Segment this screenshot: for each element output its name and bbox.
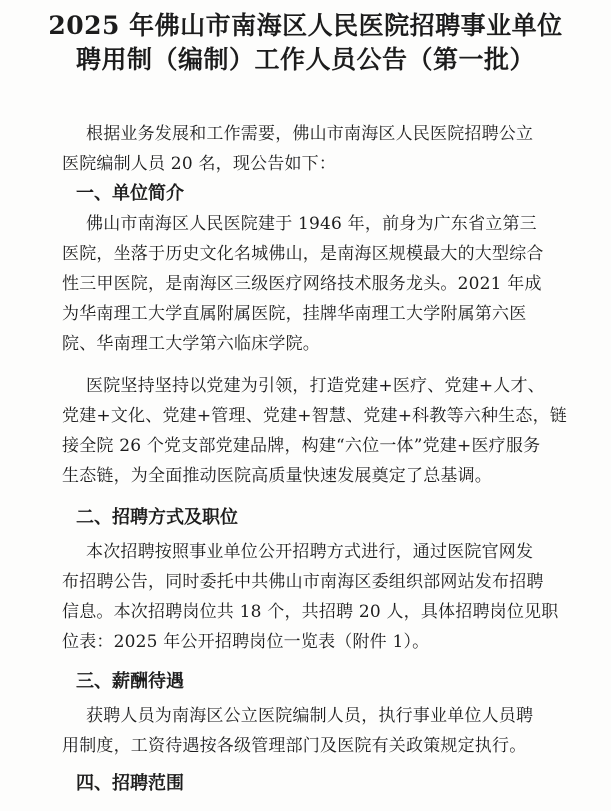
paragraph-line: 信息。本次招聘岗位共 18 个，共招聘 20 人，具体招聘岗位见职 bbox=[62, 602, 559, 622]
paragraph-line: 医院坚持坚持以党建为引领，打造党建+医疗、党建+人才、 bbox=[86, 376, 545, 396]
section-heading-salary: 三、薪酬待遇 bbox=[76, 671, 184, 692]
paragraph-line: 佛山市南海区人民医院建于 1946 年，前身为广东省立第三 bbox=[86, 214, 537, 234]
intro-line: 医院编制人员 20 名，现公告如下： bbox=[62, 154, 337, 174]
paragraph-line: 接全院 26 个党支部党建品牌，构建“六位一体”党建+医疗服务 bbox=[62, 436, 541, 456]
paragraph-line: 院、华南理工大学第六临床学院。 bbox=[62, 334, 320, 354]
paragraph-line: 布招聘公告，同时委托中共佛山市南海区委组织部网站发布招聘 bbox=[62, 572, 544, 592]
document-title-line-2: 聘用制（编制）工作人员公告（第一批） bbox=[75, 45, 535, 74]
document-title-line-1: 2025 年佛山市南海区人民医院招聘事业单位 bbox=[48, 11, 563, 40]
paragraph-line: 党建+文化、党建+管理、党建+智慧、党建+科教等六种生态，链 bbox=[62, 406, 567, 426]
paragraph-line: 位表：2025 年公开招聘岗位一览表（附件 1）。 bbox=[62, 632, 430, 652]
paragraph-line: 医院，坐落于历史文化名城佛山，是南海区规模最大的大型综合 bbox=[62, 244, 544, 264]
paragraph-line: 性三甲医院，是南海区三级医疗网络技术服务龙头。2021 年成 bbox=[62, 274, 542, 294]
paragraph-line: 生态链，为全面推动医院高质量快速发展奠定了总基调。 bbox=[62, 466, 492, 486]
intro-line: 根据业务发展和工作需要，佛山市南海区人民医院招聘公立 bbox=[86, 124, 534, 144]
paragraph-line: 获聘人员为南海区公立医院编制人员，执行事业单位人员聘 bbox=[86, 706, 534, 726]
section-heading-scope: 四、招聘范围 bbox=[76, 773, 184, 794]
paragraph-line: 为华南理工大学直属附属医院，挂牌华南理工大学附属第六医 bbox=[62, 304, 527, 324]
section-heading-recruitment-method: 二、招聘方式及职位 bbox=[76, 507, 238, 528]
paragraph-line: 本次招聘按照事业单位公开招聘方式进行，通过医院官网发 bbox=[86, 542, 534, 562]
section-heading-unit-intro: 一、单位简介 bbox=[76, 183, 184, 204]
paragraph-line: 用制度，工资待遇按各级管理部门及医院有关政策规定执行。 bbox=[62, 736, 527, 756]
